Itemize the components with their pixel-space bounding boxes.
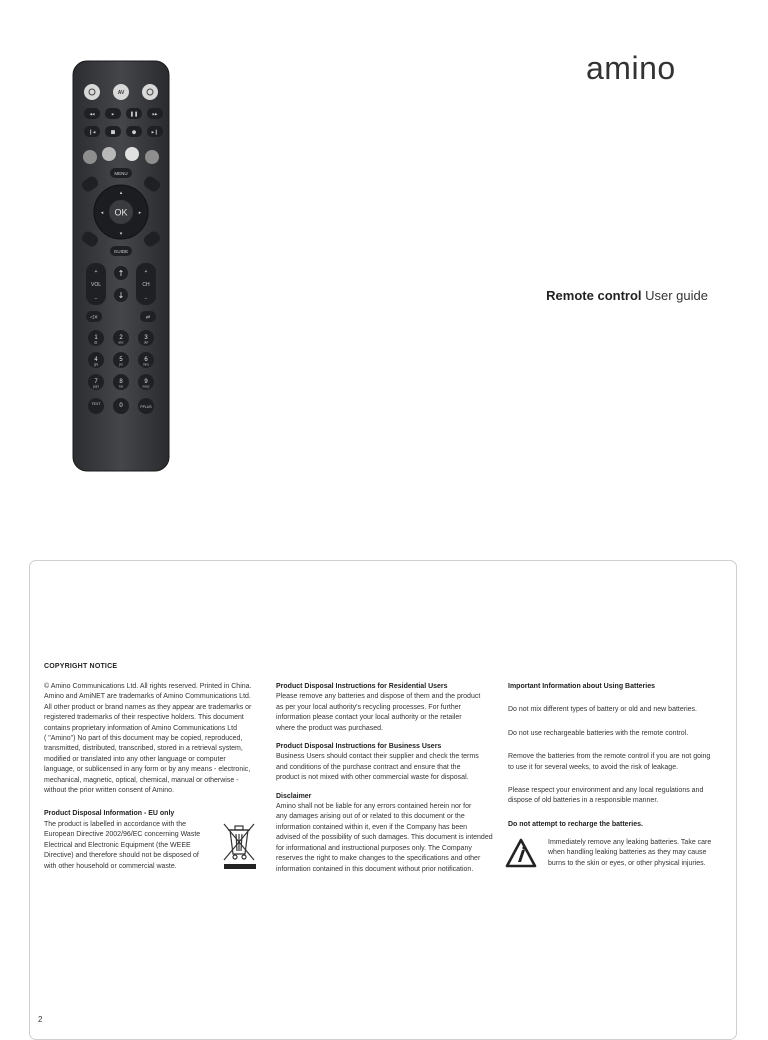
svg-text:●: ● — [131, 129, 137, 136]
text-line: contains proprietary information of Amino Communications Ltd — [44, 724, 237, 732]
ch-minus: − — [144, 296, 148, 302]
key-number: 8 — [119, 379, 123, 385]
power-button — [84, 84, 100, 100]
battery-mix-text: Do not mix different types of battery or old and new batteries. — [508, 706, 697, 714]
text-line: when handling leaking batteries as they may cause — [548, 849, 707, 857]
key-letters: wxyz — [142, 384, 150, 389]
text-line: ( "Amino") No part of this document may be copied, reproduced, — [44, 735, 243, 743]
text-line: registered trademarks of their respective holders. This document — [44, 714, 244, 722]
text-line: product is not mixed with other commercial waste for disposal. — [276, 774, 469, 782]
text-line: transmitted, distributed, transcribed, stored in a retrieval system, — [44, 745, 243, 753]
svg-text:▸: ▸ — [111, 111, 115, 118]
text-line: modified or translated into any other language or computer — [44, 755, 226, 763]
key-letters: abc — [118, 340, 124, 345]
text-line: Please remove any batteries and dispose of them and the product — [276, 693, 481, 701]
residential-disposal-text — [276, 692, 496, 734]
business-disposal-heading: Product Disposal Instructions for Business Users — [276, 743, 442, 751]
text-line: dispose of old batteries in a responsible manner. — [508, 797, 659, 805]
text-line: Please respect your environment and any local regulations and — [508, 787, 704, 795]
text-line: European Directive 2002/96/EC concerning Waste — [44, 831, 201, 839]
text-line: information please contact your local authority or the retailer — [276, 714, 462, 722]
key-letters: pqrs — [92, 384, 100, 389]
battery-remove-text — [508, 752, 724, 773]
page-number: 2 — [38, 1015, 43, 1024]
key-letters: tuv — [118, 384, 124, 389]
key-letters: @. — [93, 340, 99, 345]
color-key-3 — [125, 147, 139, 161]
key-letters: ghi — [93, 362, 99, 367]
text-line: as per your local authority's recycling processes. For further — [276, 703, 461, 711]
color-key-2 — [102, 147, 116, 161]
text-line: Immediately remove any leaking batteries. Take care — [548, 839, 712, 846]
text-line: advised of the possibility of such damages. This document is intended — [276, 834, 493, 842]
text-line: to use it for several weeks, to avoid the risk of leakage. — [508, 763, 679, 771]
cover-title — [546, 288, 708, 303]
text-line: burns to the skin or eyes, or other physical injuries. — [548, 859, 706, 867]
text-line: mechanical, magnetic, optical, chemical, manual or otherwise - — [44, 776, 239, 784]
eu-disposal-heading: Product Disposal Information - EU only — [44, 810, 175, 818]
text-line: All other product or brand names as they appear are trademarks or — [44, 703, 252, 711]
menu-label: MENU — [114, 171, 128, 176]
text-line: Amino shall not be liable for any errors contained herein nor for — [276, 803, 472, 811]
text-line: Directive) and therefore should not be disposed of — [44, 852, 199, 860]
key-number: 3 — [144, 335, 148, 341]
av-label: AV — [117, 90, 125, 96]
text-button — [88, 398, 104, 414]
svg-text:❚❚: ❚❚ — [129, 111, 139, 118]
remote-control-image — [72, 60, 170, 472]
color-key-4 — [145, 150, 159, 164]
column-3 — [508, 682, 724, 830]
key-letters: mno — [142, 362, 150, 367]
text-line: Electrical and Electronic Equipment (the WEEE — [44, 841, 191, 849]
text-line: without the prior written consent of Amino. — [44, 787, 174, 795]
text-line: reserves the right to make changes to the specifications and other — [276, 855, 481, 863]
internet-button — [142, 84, 158, 100]
warning-triangle-icon — [505, 838, 537, 868]
vol-plus: + — [94, 269, 98, 275]
copyright-text — [44, 682, 266, 796]
weee-crossed-bin-icon — [220, 818, 258, 870]
disclaimer-text — [276, 802, 496, 875]
amino-logo — [586, 52, 710, 86]
text-line: any damages arising out of or related to this document or the — [276, 813, 465, 821]
cover-title-rest: User guide — [641, 288, 708, 303]
text-line: Business Users should contact their supplier and check the terms — [276, 753, 479, 761]
text-line: Amino and AmiNET are trademarks of Amino Communications Ltd. — [44, 693, 251, 701]
svg-text:◁×: ◁× — [89, 314, 99, 321]
key-number: 7 — [94, 379, 98, 385]
text-line: Remove the batteries from the remote control if you are not going — [508, 753, 711, 761]
svg-text:▾: ▾ — [119, 231, 123, 237]
mode-label: PPLUS — [140, 405, 152, 409]
text-line: for informational and instructional purposes only. The Company — [276, 844, 472, 852]
copyright-notice-heading: COPYRIGHT NOTICE — [44, 663, 118, 670]
key-letters: def — [143, 340, 149, 345]
leaking-battery-warning-text — [548, 838, 724, 869]
svg-text:■: ■ — [110, 129, 116, 136]
color-key-1 — [83, 150, 97, 164]
vol-minus: − — [94, 296, 98, 302]
battery-info-heading: Important Information about Using Batteries — [508, 683, 656, 690]
svg-text:▴: ▴ — [119, 190, 123, 196]
battery-environment-text — [508, 786, 724, 807]
key-letters: jkl — [119, 362, 123, 367]
text-label: TEXT — [91, 402, 101, 406]
recharge-warning-heading: Do not attempt to recharge the batteries. — [508, 820, 643, 828]
guide-label: GUIDE — [113, 249, 129, 254]
text-line: information contained within it, even if the Company has been — [276, 823, 468, 831]
key-number: 0 — [119, 403, 123, 409]
text-line: where the product was purchased. — [276, 724, 384, 732]
svg-text:⇄: ⇄ — [145, 314, 151, 321]
svg-text:◂: ◂ — [100, 210, 104, 216]
cover-title-bold: Remote control — [546, 288, 642, 303]
key-number: 1 — [94, 335, 98, 341]
key-number: 2 — [119, 335, 123, 341]
text-line: and conditions of the purchase contract and ensure that the — [276, 763, 461, 771]
vol-label: VOL — [90, 282, 102, 288]
svg-text:◂◂: ◂◂ — [89, 111, 95, 118]
svg-text:❙◂: ❙◂ — [88, 129, 96, 136]
ch-plus: + — [144, 269, 148, 275]
svg-text:▸❙: ▸❙ — [151, 129, 159, 136]
svg-text:▸▸: ▸▸ — [152, 111, 158, 118]
svg-text:↑: ↑ — [117, 269, 125, 278]
svg-text:▸: ▸ — [138, 210, 142, 216]
key-number: 4 — [94, 357, 98, 363]
brand-name: amino — [586, 52, 676, 86]
key-number: 5 — [119, 357, 123, 363]
ch-label: CH — [142, 282, 150, 288]
column-2 — [276, 682, 496, 875]
text-line: language, or sublicensed in any form or by any means - electronic, — [44, 766, 251, 774]
residential-disposal-heading: Product Disposal Instructions for Residential Users — [276, 683, 448, 690]
text-line: with other household or commercial waste. — [44, 862, 177, 870]
key-number: 9 — [144, 379, 148, 385]
text-line: © Amino Communications Ltd. All rights reserved. Printed in China. — [44, 683, 252, 690]
disclaimer-heading: Disclaimer — [276, 792, 312, 800]
battery-rechargeable-text: Do not use rechargeable batteries with the remote control. — [508, 729, 689, 737]
text-line: The product is labelled in accordance with the — [44, 820, 187, 828]
key-number: 6 — [144, 357, 148, 363]
svg-text:↓: ↓ — [117, 291, 125, 300]
business-disposal-text — [276, 752, 496, 783]
text-line: information contained in this document without prior notification. — [276, 865, 474, 873]
ok-label: OK — [114, 207, 128, 218]
